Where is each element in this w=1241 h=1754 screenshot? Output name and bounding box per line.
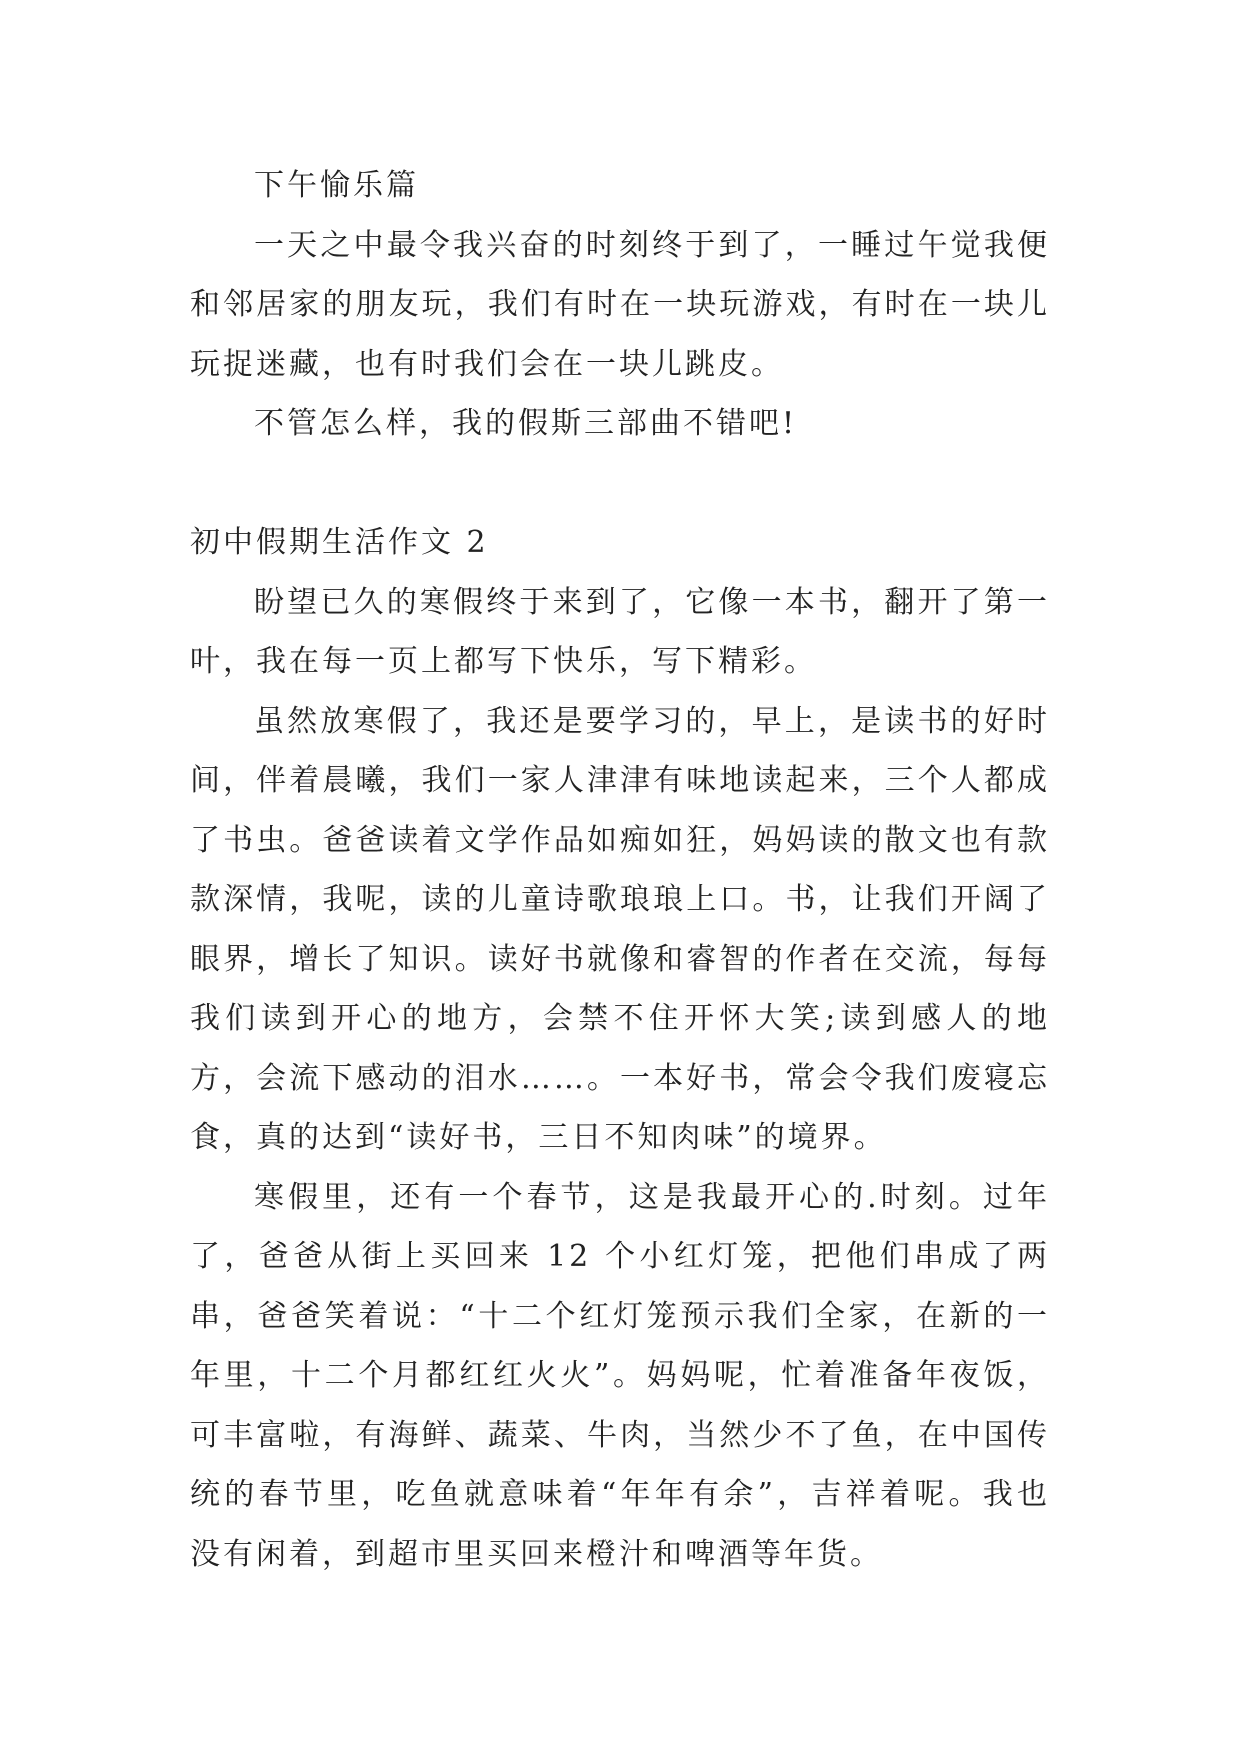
paragraph: 盼望已久的寒假终于来到了，它像一本书，翻开了第一叶，我在每一页上都写下快乐，写下精彩。 [190, 584, 1050, 679]
essay-title: 初中假期生活作文 2 [190, 525, 489, 560]
paragraph: 虽然放寒假了，我还是要学习的，早上，是读书的好时间，伴着晨曦，我们一家人津津有味地读起来，三个人都成了书虫。爸爸读着文学作品如痴如狂，妈妈读的散文也有款款深情，我呢，读的儿童诗歌琅琅上口。书，让我们开阔了眼界，增长了知识。读好书就像和睿智的作者在交流，每每我们读到开心的地方，会禁不住开怀大笑;读到感人的地方，会流下感动的泪水……。一本好书，常会令我们废寝忘食，真的达到“读好书，三日不知肉味”的境界。 [190, 703, 1050, 1155]
document-body [190, 156, 1050, 1584]
paragraph: 不管怎么样，我的假斯三部曲不错吧! [254, 406, 798, 441]
section-heading: 下午愉乐篇 [254, 168, 419, 203]
paragraph: 寒假里，还有一个春节，这是我最开心的.时刻。过年了，爸爸从街上买回来 12 个小红灯笼，把他们串成了两串，爸爸笑着说：“十二个红灯笼预示我们全家，在新的一年里，十二个月都红红火火”。妈妈呢，忙着准备年夜饭，可丰富啦，有海鲜、蔬菜、牛肉，当然少不了鱼，在中国传统的春节里，吃鱼就意味着“年年有余”，吉祥着呢。我也没有闲着，到超市里买回来橙汁和啤酒等年货。 [190, 1179, 1050, 1572]
paragraph: 一天之中最令我兴奋的时刻终于到了，一睡过午觉我便和邻居家的朋友玩，我们有时在一块玩游戏，有时在一块儿玩捉迷藏，也有时我们会在一块儿跳皮。 [190, 227, 1050, 382]
